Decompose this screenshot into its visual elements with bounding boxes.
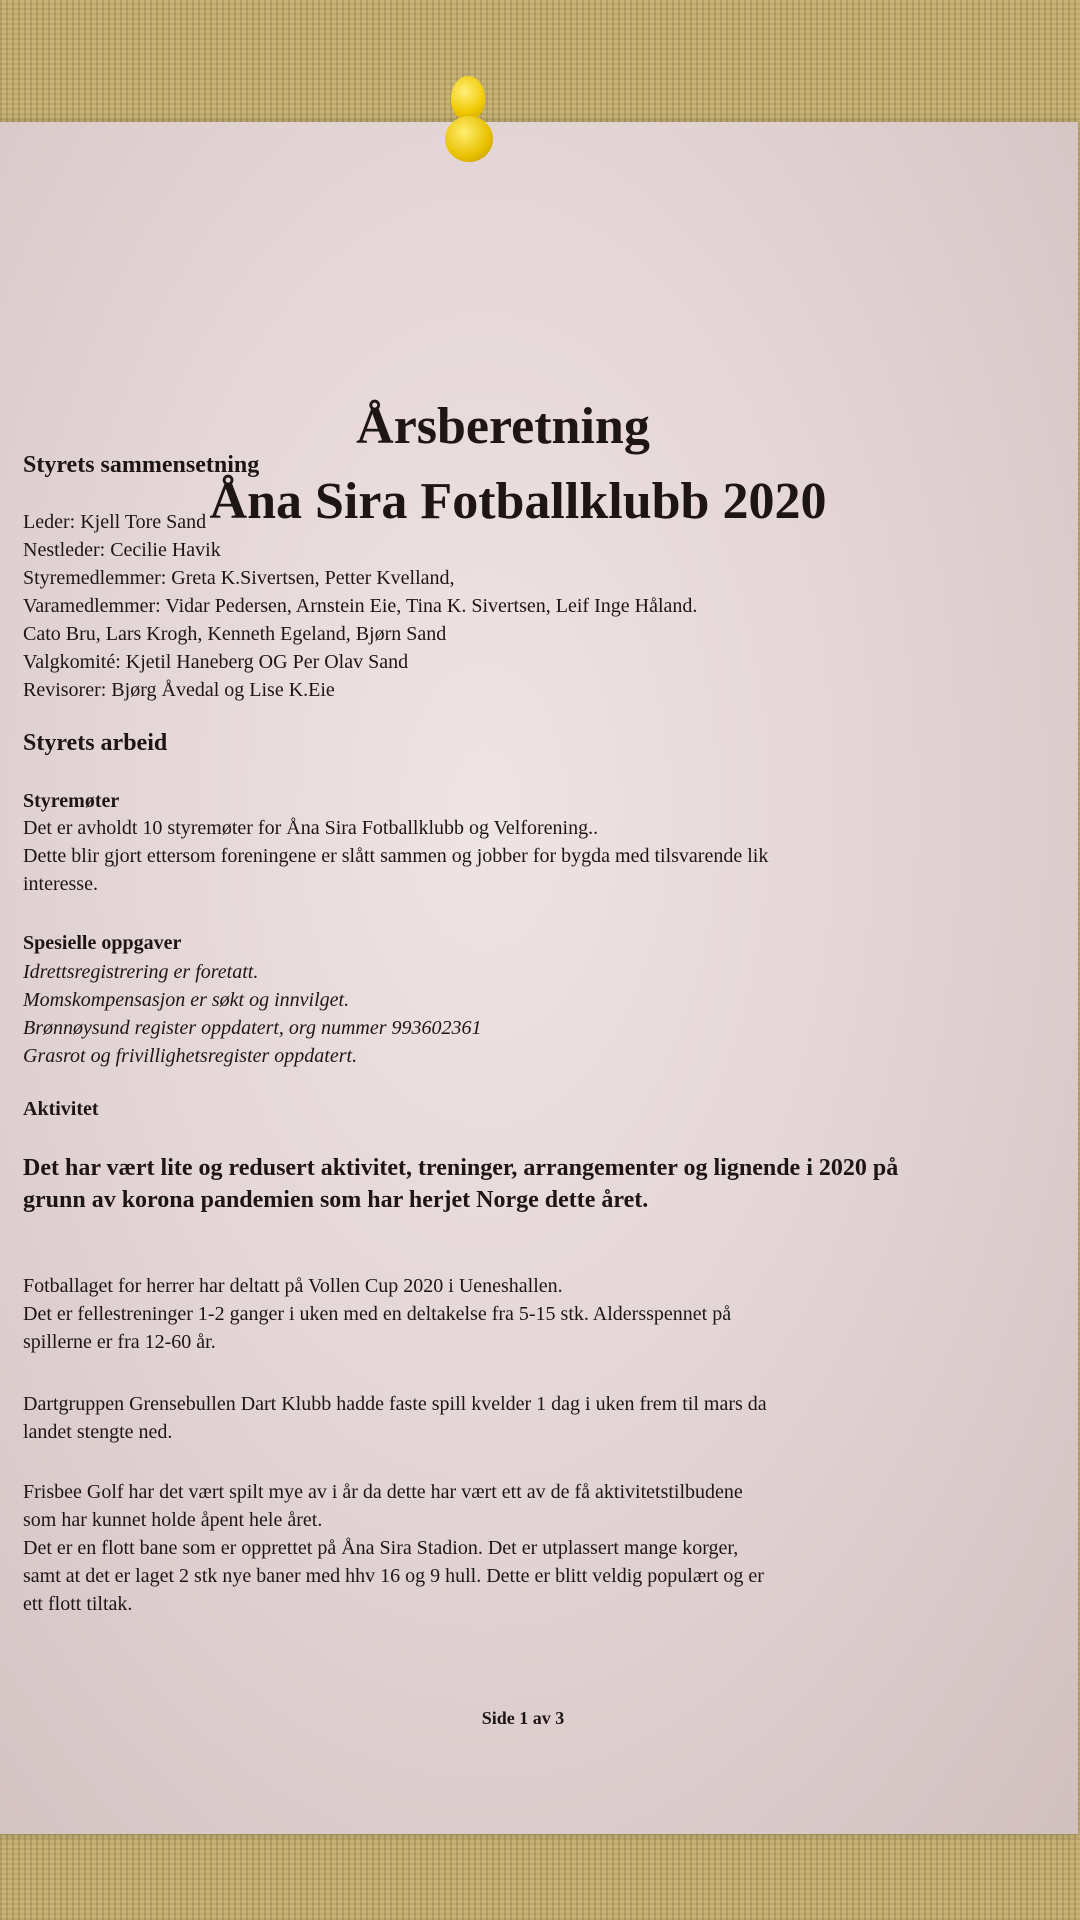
section-heading-activity: Aktivitet xyxy=(23,1098,99,1120)
meetings-line: interesse. xyxy=(23,873,98,895)
activity-line: samt at det er laget 2 stk nye baner med hhv 16 og 9 hull. Dette er blitt veldig populært og er xyxy=(23,1565,764,1587)
activity-line: Fotballaget for herrer har deltatt på Vollen Cup 2020 i Ueneshallen. xyxy=(23,1275,563,1297)
composition-line: Valgkomité: Kjetil Haneberg OG Per Olav Sand xyxy=(23,651,409,673)
document-subtitle: Åna Sira Fotballklubb 2020 xyxy=(209,473,827,530)
page-number-footer: Side 1 av 3 xyxy=(481,1708,565,1728)
composition-line: Revisorer: Bjørg Åvedal og Lise K.Eie xyxy=(23,679,335,701)
activity-line: som har kunnet holde åpent hele året. xyxy=(23,1509,323,1531)
document-title: Årsberetning xyxy=(356,398,650,455)
task-line: Grasrot og frivillighetsregister oppdatert. xyxy=(23,1045,358,1067)
task-line: Brønnøysund register oppdatert, org nummer 993602361 xyxy=(23,1017,482,1039)
activity-line: Det er en flott bane som er opprettet på Åna Sira Stadion. Det er utplassert mange korger, xyxy=(23,1537,739,1559)
meetings-line: Dette blir gjort ettersom foreningene er slått sammen og jobber for bygda med tilsvarende lik xyxy=(23,845,769,867)
wall-background-bottom xyxy=(0,1830,1080,1920)
wall-background-top xyxy=(0,0,1080,130)
task-line: Momskompensasjon er søkt og innvilget. xyxy=(23,989,350,1011)
composition-line: Varamedlemmer: Vidar Pedersen, Arnstein Eie, Tina K. Sivertsen, Leif Inge Håland. xyxy=(23,595,698,617)
subheading-meetings: Styremøter xyxy=(23,790,120,812)
composition-line: Nestleder: Cecilie Havik xyxy=(23,539,221,561)
pushpin-head xyxy=(451,76,485,120)
section-heading-composition: Styrets sammensetning xyxy=(23,452,260,478)
section-heading-work: Styrets arbeid xyxy=(23,730,168,756)
document-page xyxy=(0,122,1078,1834)
meetings-line: Det er avholdt 10 styremøter for Åna Sira Fotballklubb og Velforening.. xyxy=(23,817,599,839)
activity-line: Det er fellestreninger 1-2 ganger i uken med en deltakelse fra 5-15 stk. Aldersspennet på xyxy=(23,1303,732,1325)
activity-line: landet stengte ned. xyxy=(23,1421,173,1443)
composition-line: Cato Bru, Lars Krogh, Kenneth Egeland, Bjørn Sand xyxy=(23,623,447,645)
composition-line: Styremedlemmer: Greta K.Sivertsen, Petter Kvelland, xyxy=(23,567,455,589)
activity-line: spillerne er fra 12-60 år. xyxy=(23,1331,216,1353)
task-line: Idrettsregistrering er foretatt. xyxy=(23,961,259,983)
activity-line: Frisbee Golf har det vært spilt mye av i år da dette har vært ett av de få aktivitetstilbudene xyxy=(23,1481,743,1503)
activity-line: ett flott tiltak. xyxy=(23,1593,133,1615)
composition-line: Leder: Kjell Tore Sand xyxy=(23,511,207,533)
activity-bold-paragraph: Det har vært lite og redusert aktivitet, treninger, arrangementer og lignende i 2020 på grunn av korona pandemien som har herjet Norge dette året. xyxy=(23,1155,899,1213)
activity-line: Dartgruppen Grensebullen Dart Klubb hadde faste spill kvelder 1 dag i uken frem til mars da xyxy=(23,1393,767,1415)
pushpin-body xyxy=(445,116,493,162)
pushpin-icon xyxy=(445,76,493,166)
subheading-tasks: Spesielle oppgaver xyxy=(23,932,182,954)
